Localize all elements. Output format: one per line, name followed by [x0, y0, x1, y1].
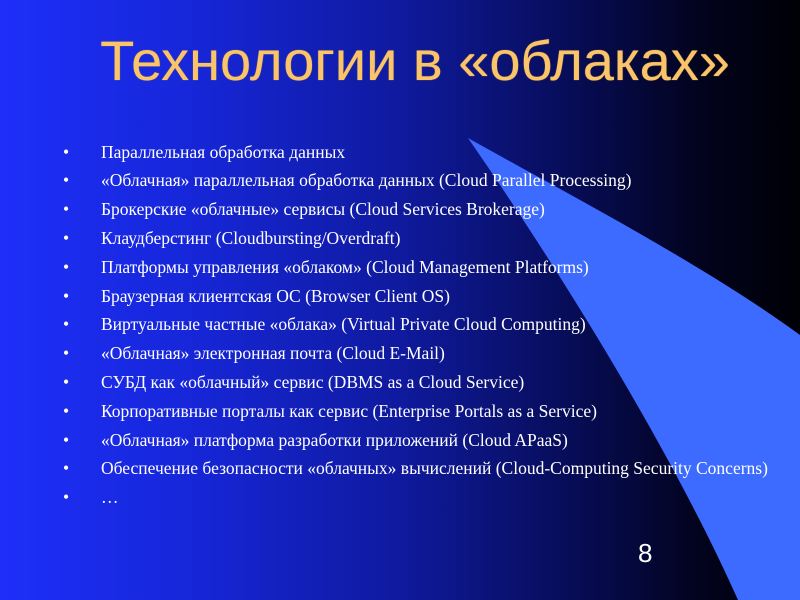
bullet-item: [0, 166, 791, 195]
bullet-text: Виртуальные частные «облака» (Virtual Private Cloud Computing): [101, 314, 586, 335]
bullet-marker: •: [63, 285, 70, 306]
bullet-item: [0, 282, 791, 311]
bullet-list: [0, 138, 791, 512]
bullet-marker: •: [63, 227, 70, 248]
bullet-text: Обеспечение безопасности «облачных» вычислений (Cloud-Computing Security Concerns): [101, 458, 768, 479]
bullet-marker: •: [63, 256, 70, 277]
bullet-text: Брокерские «облачные» сервисы (Cloud Services Brokerage): [101, 199, 545, 220]
bullet-marker: •: [63, 343, 70, 364]
bullet-marker: •: [63, 429, 70, 450]
bullet-item: [0, 339, 791, 368]
bullet-text: Корпоративные порталы как сервис (Enterprise Portals as a Service): [101, 400, 597, 421]
bullet-item: [0, 195, 791, 224]
bullet-item: [0, 426, 791, 455]
bullet-marker: •: [63, 400, 70, 421]
bullet-text: …: [101, 487, 119, 508]
bullet-marker: •: [63, 314, 70, 335]
bullet-text: «Облачная» параллельная обработка данных (Cloud Parallel Processing): [101, 170, 632, 191]
bullet-item: [0, 224, 791, 253]
bullet-item: [0, 397, 791, 426]
bullet-text: Платформы управления «облаком» (Cloud Management Platforms): [101, 256, 589, 277]
bullet-text: «Облачная» платформа разработки приложений (Cloud APaaS): [101, 429, 568, 450]
bullet-item: [0, 483, 791, 512]
bullet-item: [0, 368, 791, 397]
page-number: 8: [638, 538, 653, 568]
bullet-marker: •: [63, 141, 70, 162]
bullet-marker: •: [63, 170, 70, 191]
bullet-item: [0, 138, 791, 167]
bullet-text: Клаудберстинг (Cloudbursting/Overdraft): [101, 227, 401, 248]
bullet-text: «Облачная» электронная почта (Cloud E-Mail): [101, 343, 445, 364]
bullet-marker: •: [63, 458, 70, 479]
bullet-text: СУБД как «облачный» сервис (DBMS as a Cloud Service): [101, 371, 525, 392]
bullet-text: Браузерная клиентская ОС (Browser Client OS): [101, 285, 450, 306]
bullet-text: Параллельная обработка данных: [101, 141, 346, 162]
bullet-marker: •: [63, 199, 70, 220]
bullet-marker: •: [63, 371, 70, 392]
bullet-item: [0, 310, 791, 339]
bullet-item: [0, 253, 791, 282]
bullet-item: [0, 454, 791, 483]
bullet-marker: •: [63, 487, 70, 508]
slide-title: Технологии в «облаках»: [100, 29, 730, 92]
